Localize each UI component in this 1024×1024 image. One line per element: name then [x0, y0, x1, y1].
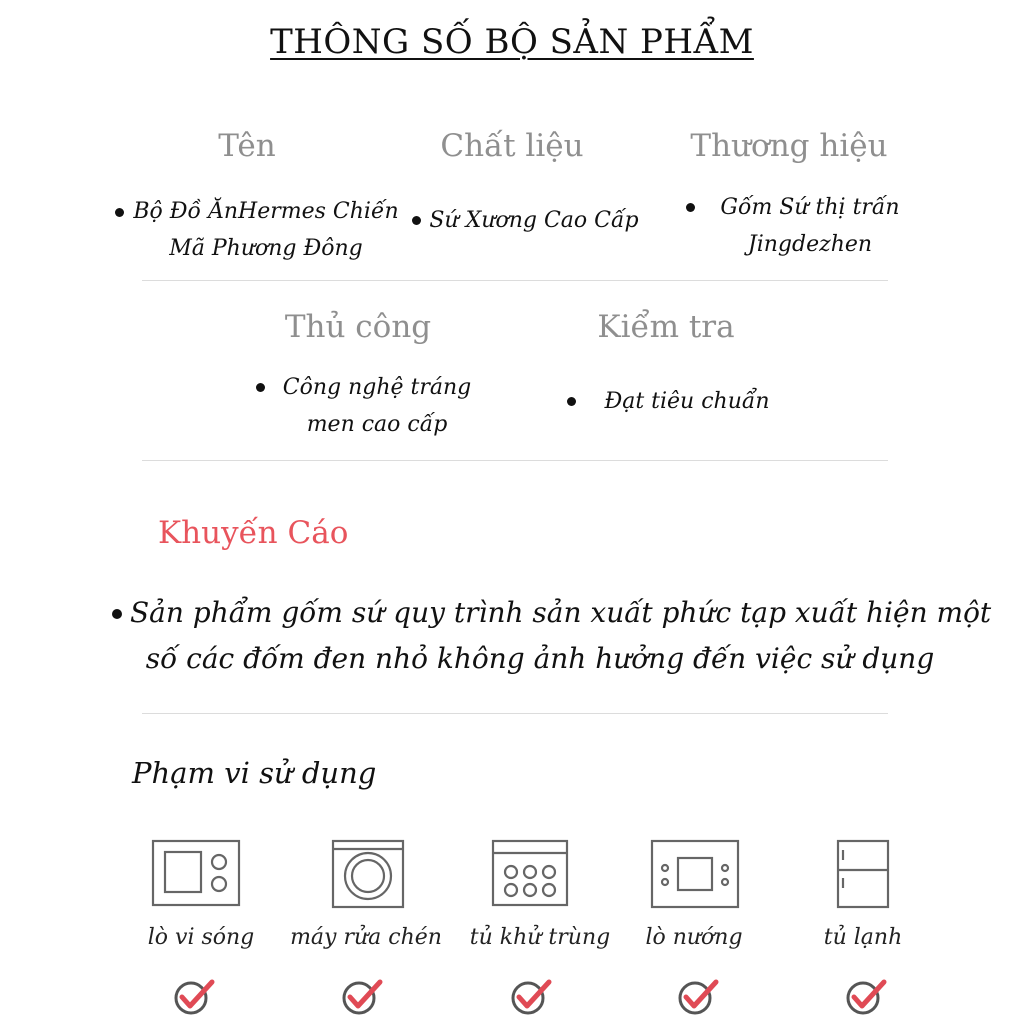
check-icon — [844, 978, 890, 1018]
usage-label-sterilizer: tủ khử trùng — [469, 925, 611, 950]
warning-heading: Khuyến Cáo — [158, 515, 349, 551]
dishwasher-icon — [331, 838, 421, 910]
divider — [142, 280, 888, 281]
spec-name-label: Tên — [218, 128, 276, 164]
bullet-dot — [686, 203, 695, 212]
bullet-dot — [115, 208, 124, 217]
warning-text-line1: Sản phẩm gốm sứ quy trình sản xuất phức tạp xuất hiện một — [130, 596, 992, 629]
bullet-dot — [256, 383, 265, 392]
check-icon — [172, 978, 218, 1018]
spec-material-value: Sứ Xương Cao Cấp — [429, 208, 639, 233]
usage-heading: Phạm vi sử dụng — [132, 756, 377, 790]
fridge-icon — [826, 838, 916, 910]
spec-name-value-line1: Bộ Đồ ĂnHermes Chiến — [133, 199, 399, 224]
divider — [142, 460, 888, 461]
spec-name-value-line2: Mã Phương Đông — [169, 236, 363, 261]
check-icon — [509, 978, 555, 1018]
check-icon — [340, 978, 386, 1018]
usage-label-fridge: tủ lạnh — [823, 925, 903, 950]
oven-icon — [650, 838, 740, 910]
page-title: THÔNG SỐ BỘ SẢN PHẨM — [270, 22, 754, 62]
check-icon — [676, 978, 722, 1018]
spec-brand-value-line2: Jingdezhen — [747, 232, 873, 257]
sterilizer-icon — [491, 838, 581, 910]
spec-inspection-label: Kiểm tra — [597, 309, 735, 345]
bullet-dot — [412, 216, 421, 225]
spec-craft-label: Thủ công — [284, 309, 432, 345]
bullet-dot — [112, 609, 122, 619]
bullet-dot — [567, 397, 576, 406]
usage-label-oven: lò nướng — [645, 925, 743, 950]
usage-label-microwave: lò vi sóng — [147, 925, 255, 950]
divider — [142, 713, 888, 714]
spec-craft-value-line2: men cao cấp — [306, 412, 448, 437]
spec-inspection-value: Đạt tiêu chuẩn — [604, 389, 770, 414]
spec-material-label: Chất liệu — [440, 128, 584, 164]
warning-text-line2: số các đốm đen nhỏ không ảnh hưởng đến việc sử dụng — [145, 642, 935, 675]
spec-craft-value-line1: Công nghệ tráng — [282, 375, 472, 400]
usage-label-dishwasher: máy rửa chén — [290, 925, 442, 950]
spec-brand-value-line1: Gốm Sứ thị trấn — [720, 195, 900, 220]
microwave-icon — [151, 838, 241, 910]
spec-brand-label: Thương hiệu — [690, 128, 888, 164]
